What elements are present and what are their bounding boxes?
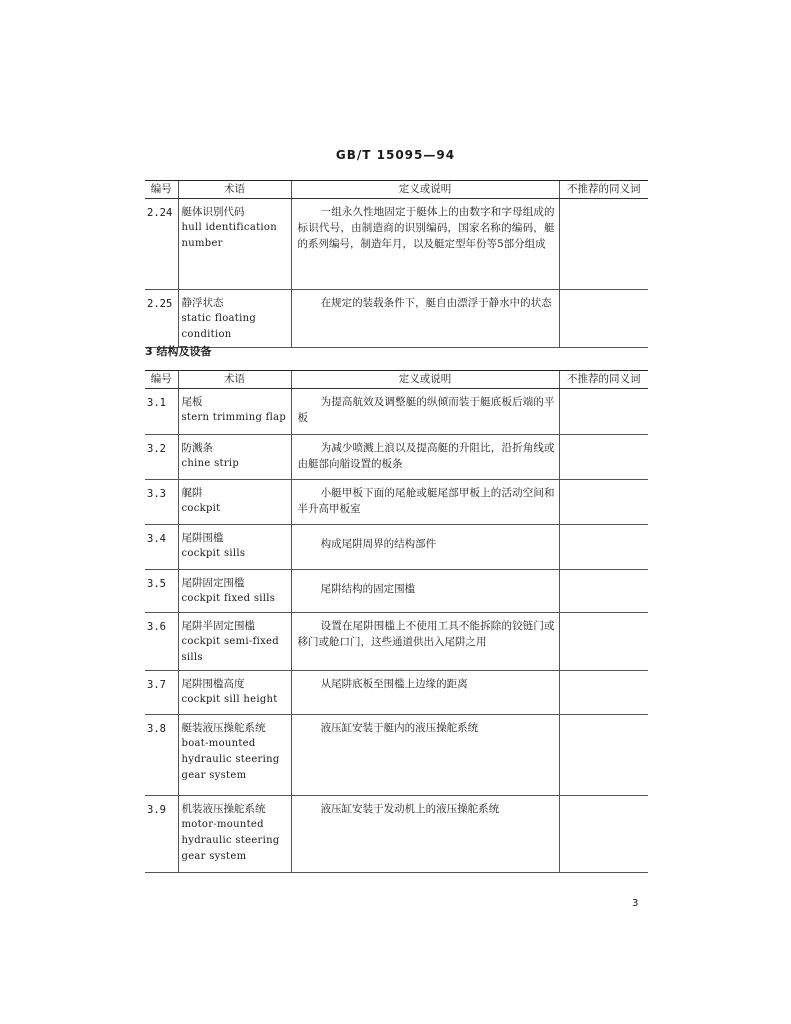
- definition-cell: [291, 389, 559, 435]
- definition-text: 构成尾阱周界的结构部件: [320, 538, 437, 550]
- table-row: [145, 671, 648, 715]
- table-row: [145, 570, 648, 613]
- term-english: hull identification number: [181, 222, 277, 249]
- term-number: 3.3: [145, 480, 178, 525]
- term-chinese: 艇体识别代码: [181, 206, 245, 218]
- table-header-row: [145, 371, 648, 389]
- definition-text: 为减少喷溅上浪以及提高艇的升阻比，沿折角线或由艇部向艏设置的板条: [297, 442, 555, 470]
- term-cell: [178, 613, 291, 671]
- term-number: 2.24: [145, 199, 178, 290]
- term-chinese: 尾阱围槛高度: [181, 678, 245, 690]
- definition-cell: [291, 570, 559, 613]
- term-english: cockpit fixed sills: [181, 593, 276, 604]
- table-row: [145, 435, 648, 480]
- term-english: motor-mounted hydraulic steering gear system: [181, 819, 280, 862]
- synonym-cell: [559, 525, 648, 570]
- synonym-cell: [559, 199, 648, 290]
- term-cell: [178, 480, 291, 525]
- column-header-definition: 定义或说明: [291, 181, 559, 199]
- term-english: chine strip: [181, 458, 240, 469]
- definition-cell: [291, 525, 559, 570]
- term-chinese: 艉阱: [181, 487, 203, 499]
- synonym-cell: [559, 480, 648, 525]
- column-header-number: 编号: [145, 181, 178, 199]
- column-header-term: 术语: [178, 371, 291, 389]
- term-number: 3.9: [145, 796, 178, 873]
- definition-cell: [291, 671, 559, 715]
- terms-table-section-2: [145, 180, 648, 348]
- term-chinese: 静浮状态: [181, 297, 224, 309]
- term-chinese: 尾阱固定围槛: [181, 577, 245, 589]
- term-cell: [178, 671, 291, 715]
- term-chinese: 艇装液压操舵系统: [181, 722, 266, 734]
- definition-cell: [291, 796, 559, 873]
- page-number: 3: [632, 898, 639, 909]
- term-english: cockpit sills: [181, 548, 246, 559]
- term-chinese: 机装液压操舵系统: [181, 803, 266, 815]
- definition-cell: [291, 435, 559, 480]
- column-header-definition: 定义或说明: [291, 371, 559, 389]
- synonym-cell: [559, 796, 648, 873]
- term-cell: [178, 389, 291, 435]
- definition-text: 一组永久性地固定于艇体上的由数字和字母组成的标识代号，由制造商的识别编码，国家名称的编码，艇的系列编号，制造年月，以及艇定型年份等5部分组成: [297, 206, 555, 250]
- definition-text: 设置在尾阱围槛上不使用工具不能拆除的铰链门或移门或舱口门，这些通道供出入尾阱之用: [297, 620, 555, 648]
- synonym-cell: [559, 435, 648, 480]
- term-number: 3.4: [145, 525, 178, 570]
- table-row: [145, 525, 648, 570]
- table-row: [145, 715, 648, 796]
- definition-cell: [291, 290, 559, 348]
- term-english: boat-mounted hydraulic steering gear system: [181, 738, 280, 781]
- column-header-number: 编号: [145, 371, 178, 389]
- column-header-term: 术语: [178, 181, 291, 199]
- term-number: 3.2: [145, 435, 178, 480]
- definition-cell: [291, 480, 559, 525]
- definition-text: 为提高航效及调整艇的纵倾而装于艇底板后端的平板: [297, 396, 555, 424]
- definition-cell: [291, 613, 559, 671]
- definition-cell: [291, 715, 559, 796]
- terms-table-section-3: [145, 370, 648, 873]
- document-code-header: GB/T 15095—94: [335, 148, 456, 162]
- term-english: cockpit: [181, 503, 221, 514]
- table-row: [145, 389, 648, 435]
- definition-cell: [291, 199, 559, 290]
- term-number: 2.25: [145, 290, 178, 348]
- term-chinese: 尾阱围槛: [181, 532, 224, 544]
- term-number: 3.5: [145, 570, 178, 613]
- term-cell: [178, 290, 291, 348]
- synonym-cell: [559, 290, 648, 348]
- synonym-cell: [559, 671, 648, 715]
- term-english: cockpit semi-fixed sills: [181, 636, 279, 663]
- synonym-cell: [559, 613, 648, 671]
- term-cell: [178, 435, 291, 480]
- column-header-synonym: 不推荐的同义词: [559, 181, 648, 199]
- term-cell: [178, 796, 291, 873]
- table-row: [145, 199, 648, 290]
- synonym-cell: [559, 570, 648, 613]
- term-english: cockpit sill height: [181, 694, 278, 705]
- table-row: [145, 290, 648, 348]
- table-row: [145, 613, 648, 671]
- table-header-row: [145, 181, 648, 199]
- term-chinese: 防溅条: [181, 442, 213, 454]
- synonym-cell: [559, 715, 648, 796]
- definition-text: 从尾阱底板至围槛上边缘的距离: [320, 678, 468, 690]
- term-number: 3.6: [145, 613, 178, 671]
- definition-text: 在规定的装载条件下，艇自由漂浮于静水中的状态: [320, 297, 552, 309]
- term-number: 3.7: [145, 671, 178, 715]
- definition-text: 液压缸安装于艇内的液压操舵系统: [320, 722, 479, 734]
- term-number: 3.8: [145, 715, 178, 796]
- term-cell: [178, 570, 291, 613]
- term-english: static floating condition: [181, 313, 257, 340]
- definition-text: 小艇甲板下面的尾舱或艇尾部甲板上的活动空间和半升高甲板室: [297, 487, 555, 515]
- definition-text: 尾阱结构的固定围槛: [320, 583, 416, 595]
- section-heading: 3 结构及设备: [145, 345, 212, 358]
- term-cell: [178, 525, 291, 570]
- term-chinese: 尾板: [181, 396, 203, 408]
- term-cell: [178, 715, 291, 796]
- synonym-cell: [559, 389, 648, 435]
- table-row: [145, 480, 648, 525]
- term-number: 3.1: [145, 389, 178, 435]
- term-cell: [178, 199, 291, 290]
- definition-text: 液压缸安装于发动机上的液压操舵系统: [320, 803, 500, 815]
- table-row: [145, 796, 648, 873]
- term-chinese: 尾阱半固定围槛: [181, 620, 255, 632]
- column-header-synonym: 不推荐的同义词: [559, 371, 648, 389]
- term-english: stern trimming flap: [181, 412, 287, 423]
